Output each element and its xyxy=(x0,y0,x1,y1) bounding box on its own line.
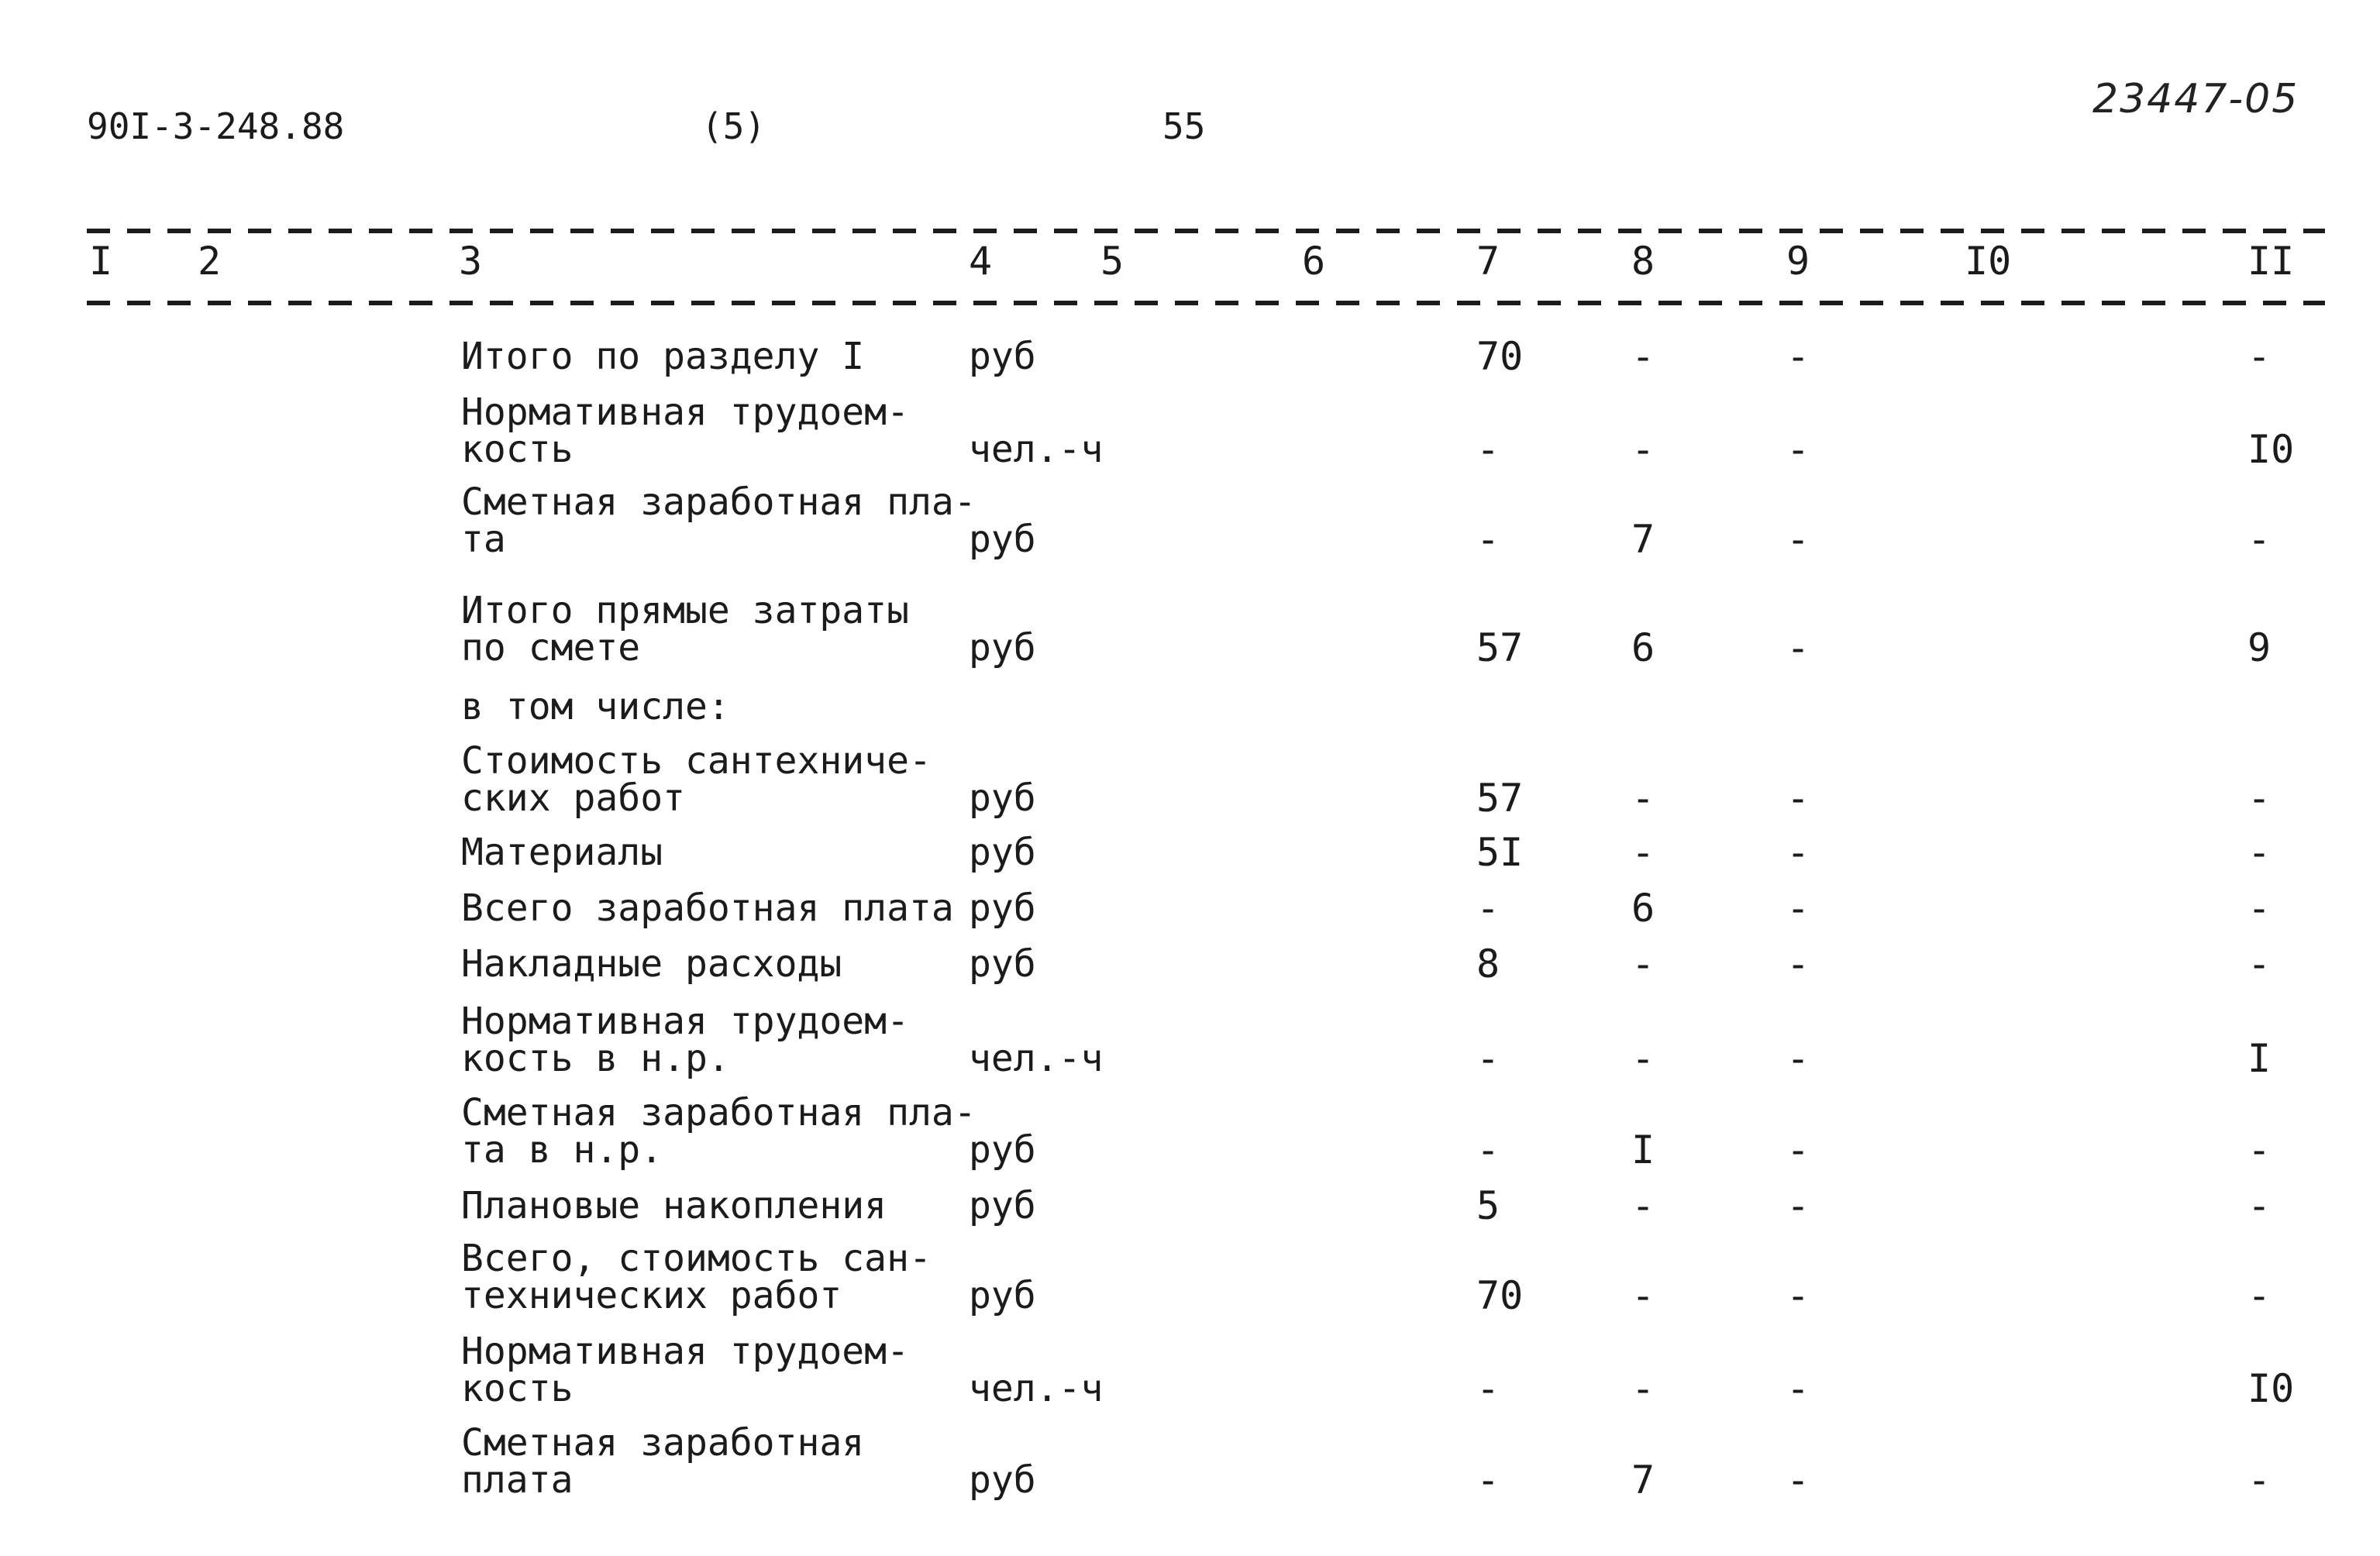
unit-cell: руб xyxy=(969,1458,1036,1502)
column-number-6: 6 xyxy=(1302,239,1326,284)
row-description: Накладные расходы xyxy=(461,942,842,986)
column-number-1: I xyxy=(89,239,113,284)
row-description-continued: кость xyxy=(461,428,573,471)
col9-cell: - xyxy=(1786,427,1810,472)
unit-cell: чел.-ч xyxy=(969,428,1104,471)
part-number: (5) xyxy=(701,105,766,147)
row-description-continued: по смете xyxy=(461,626,641,670)
col8-cell: 7 xyxy=(1631,1458,1655,1503)
col7-cell: - xyxy=(1476,1127,1500,1172)
col11-cell: - xyxy=(2247,1183,2272,1228)
project-code: 90I-3-248.88 xyxy=(87,105,345,147)
row-description: Нормативная трудоем- xyxy=(461,1000,909,1043)
col8-cell: - xyxy=(1631,1366,1655,1411)
col9-cell: - xyxy=(1786,625,1810,670)
col11-cell: - xyxy=(2247,776,2272,821)
unit-cell: руб xyxy=(969,335,1036,378)
row-description-continued: ских работ xyxy=(461,776,685,820)
col8-cell: - xyxy=(1631,942,1655,986)
col8-cell: - xyxy=(1631,1273,1655,1318)
unit-cell: руб xyxy=(969,942,1036,986)
col8-cell: - xyxy=(1631,334,1655,379)
col7-cell: - xyxy=(1476,886,1500,931)
row-description: Стоимость сантехниче- xyxy=(461,739,932,783)
col7-cell: 70 xyxy=(1476,334,1524,379)
archive-number: 23447-05 xyxy=(2092,76,2299,122)
row-description: Плановые накопления xyxy=(461,1184,887,1227)
col11-cell: - xyxy=(2247,517,2272,562)
col7-cell: - xyxy=(1476,1458,1500,1503)
column-number-7: 7 xyxy=(1476,239,1500,284)
row-description: Нормативная трудоем- xyxy=(461,391,909,434)
row-description: Сметная заработная пла- xyxy=(461,480,976,524)
col8-cell: - xyxy=(1631,830,1655,875)
col7-cell: 5 xyxy=(1476,1183,1500,1228)
col9-cell: - xyxy=(1786,1273,1810,1318)
col8-cell: - xyxy=(1631,1183,1655,1228)
col8-cell: - xyxy=(1631,427,1655,472)
row-description: в том числе: xyxy=(461,685,730,728)
col7-cell: - xyxy=(1476,1366,1500,1411)
col8-cell: 7 xyxy=(1631,517,1655,562)
col9-cell: - xyxy=(1786,1458,1810,1503)
col9-cell: - xyxy=(1786,1127,1810,1172)
row-description: Материалы xyxy=(461,831,663,874)
unit-cell: руб xyxy=(969,518,1036,561)
unit-cell: руб xyxy=(969,1274,1036,1317)
col8-cell: I xyxy=(1631,1127,1655,1172)
table-top-rule xyxy=(87,229,2325,233)
column-number-9: 9 xyxy=(1786,239,1810,284)
col11-cell: I xyxy=(2247,1036,2272,1081)
column-number-10: I0 xyxy=(1965,239,2012,284)
column-number-5: 5 xyxy=(1100,239,1125,284)
col8-cell: - xyxy=(1631,776,1655,821)
unit-cell: чел.-ч xyxy=(969,1367,1104,1410)
col11-cell: - xyxy=(2247,830,2272,875)
row-description-continued: кость в н.р. xyxy=(461,1037,730,1080)
column-number-4: 4 xyxy=(969,239,993,284)
unit-cell: руб xyxy=(969,831,1036,874)
table-header-rule xyxy=(87,301,2325,305)
unit-cell: руб xyxy=(969,1128,1036,1172)
row-description: Сметная заработная пла- xyxy=(461,1091,976,1134)
unit-cell: чел.-ч xyxy=(969,1037,1104,1080)
row-description: Нормативная трудоем- xyxy=(461,1330,909,1373)
col9-cell: - xyxy=(1786,776,1810,821)
row-description: Итого по разделу I xyxy=(461,335,865,378)
col7-cell: 8 xyxy=(1476,942,1500,986)
col9-cell: - xyxy=(1786,334,1810,379)
row-description-continued: та xyxy=(461,518,506,561)
column-number-2: 2 xyxy=(198,239,222,284)
col8-cell: 6 xyxy=(1631,886,1655,931)
col9-cell: - xyxy=(1786,1366,1810,1411)
row-description: Сметная заработная xyxy=(461,1421,865,1465)
page-number: 55 xyxy=(1162,105,1206,147)
col9-cell: - xyxy=(1786,517,1810,562)
col11-cell: - xyxy=(2247,1458,2272,1503)
row-description-continued: кость xyxy=(461,1367,573,1410)
row-description: Всего, стоимость сан- xyxy=(461,1237,932,1280)
col11-cell: I0 xyxy=(2247,1366,2295,1411)
row-description-continued: технических работ xyxy=(461,1274,842,1317)
row-description-continued: та в н.р. xyxy=(461,1128,663,1172)
unit-cell: руб xyxy=(969,626,1036,670)
row-description: Всего заработная плата xyxy=(461,886,954,930)
col9-cell: - xyxy=(1786,942,1810,986)
col9-cell: - xyxy=(1786,886,1810,931)
col11-cell: - xyxy=(2247,1127,2272,1172)
col7-cell: - xyxy=(1476,517,1500,562)
col11-cell: - xyxy=(2247,886,2272,931)
col11-cell: - xyxy=(2247,942,2272,986)
col7-cell: 57 xyxy=(1476,776,1524,821)
unit-cell: руб xyxy=(969,886,1036,930)
unit-cell: руб xyxy=(969,776,1036,820)
column-number-11: II xyxy=(2247,239,2295,284)
col8-cell: - xyxy=(1631,1036,1655,1081)
col11-cell: - xyxy=(2247,334,2272,379)
row-description: Итого прямые затраты xyxy=(461,589,909,632)
col7-cell: 5I xyxy=(1476,830,1524,875)
unit-cell: руб xyxy=(969,1184,1036,1227)
column-number-8: 8 xyxy=(1631,239,1655,284)
col7-cell: 57 xyxy=(1476,625,1524,670)
col7-cell: - xyxy=(1476,1036,1500,1081)
col11-cell: I0 xyxy=(2247,427,2295,472)
col7-cell: 70 xyxy=(1476,1273,1524,1318)
col11-cell: - xyxy=(2247,1273,2272,1318)
col9-cell: - xyxy=(1786,1036,1810,1081)
col9-cell: - xyxy=(1786,1183,1810,1228)
row-description-continued: плата xyxy=(461,1458,573,1502)
col9-cell: - xyxy=(1786,830,1810,875)
column-number-3: 3 xyxy=(459,239,483,284)
col11-cell: 9 xyxy=(2247,625,2272,670)
col8-cell: 6 xyxy=(1631,625,1655,670)
col7-cell: - xyxy=(1476,427,1500,472)
